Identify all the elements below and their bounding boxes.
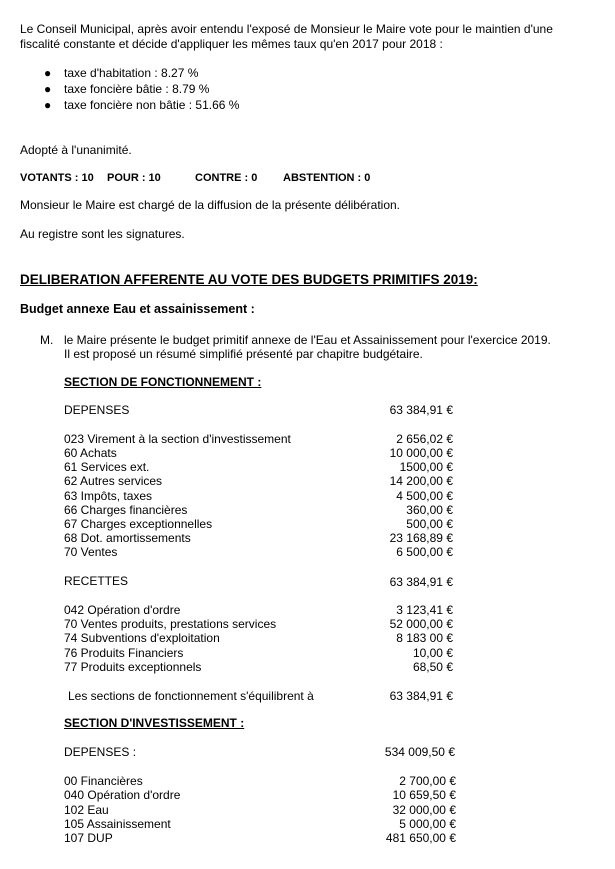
bullet-icon: ● [44, 82, 52, 96]
list-item-value: 4 500,00 € [396, 489, 453, 503]
equilibre-label: Les sections de fonctionnement s'équilibrent à [68, 689, 314, 703]
list-item-label: 68 Dot. amortissements [64, 531, 191, 545]
list-item-value: 500,00 € [406, 517, 453, 531]
list-item-value: 3 123,41 € [396, 603, 453, 617]
investissement-depenses-label: DEPENSES : [64, 745, 137, 759]
investissement-title: SECTION D'INVESTISSEMENT : [64, 716, 245, 730]
bullet-icon: ● [44, 98, 52, 112]
list-item-value: 32 000,00 € [392, 803, 456, 817]
votes-pour: POUR : 10 [107, 172, 161, 184]
list-item-value: 10 659,50 € [392, 788, 456, 802]
fonctionnement-depenses-label: DEPENSES [64, 403, 130, 417]
tax-item: taxe foncière bâtie : 8.79 % [64, 82, 210, 96]
list-item-value: 481 650,00 € [385, 831, 456, 845]
list-item-label: 040 Opération d'ordre [64, 788, 181, 802]
investissement-depenses-total: 534 009,50 € [384, 745, 455, 759]
list-item-value: 360,00 € [406, 503, 453, 517]
list-item-label: 62 Autres services [64, 474, 163, 488]
list-item-label: 60 Achats [64, 446, 117, 460]
fonctionnement-recettes-total: 63 384,91 € [389, 575, 453, 589]
list-item-label: 042 Opération d'ordre [64, 603, 181, 617]
list-item-value: 2 656,02 € [396, 432, 453, 446]
list-item-value: 10 000,00 € [389, 446, 453, 460]
intro-line-2: fiscalité constante et décide d'appliquer les mêmes taux qu'en 2017 pour 2018 : [20, 37, 443, 51]
list-item-label: 102 Eau [64, 803, 109, 817]
list-item-label: 74 Subventions d'exploitation [64, 631, 220, 645]
list-item-label: 66 Charges financières [64, 503, 188, 517]
fonctionnement-depenses-total: 63 384,91 € [389, 403, 453, 417]
presentation-prefix: M. [40, 333, 54, 347]
list-item-label: 76 Produits Financiers [64, 646, 184, 660]
list-item-value: 52 000,00 € [389, 617, 453, 631]
list-item-label: 77 Produits exceptionnels [64, 660, 202, 674]
tax-item: taxe foncière non bâtie : 51.66 % [64, 98, 240, 112]
fonctionnement-title: SECTION DE FONCTIONNEMENT : [64, 375, 262, 389]
list-item-value: 10,00 € [412, 646, 453, 660]
diffusion-text: Monsieur le Maire est chargé de la diffusion de la présente délibération. [20, 198, 401, 212]
budget-title: Budget annexe Eau et assainissement : [20, 302, 255, 316]
equilibre-value: 63 384,91 € [389, 689, 453, 703]
list-item-value: 6 500,00 € [396, 545, 453, 559]
presentation-line-2: Il est proposé un résumé simplifié présenté par chapitre budgétaire. [64, 347, 423, 361]
list-item-value: 14 200,00 € [389, 474, 453, 488]
votes-votants: VOTANTS : 10 [20, 172, 94, 184]
deliberation-title: DELIBERATION AFFERENTE AU VOTE DES BUDGETS PRIMITIFS 2019: [20, 272, 478, 287]
list-item-value: 2 700,00 € [399, 774, 456, 788]
adopted-text: Adopté à l'unanimité. [20, 143, 132, 157]
tax-item: taxe d'habitation : 8.27 % [64, 66, 199, 80]
list-item-label: 61 Services ext. [64, 460, 150, 474]
list-item-value: 68,50 € [412, 660, 453, 674]
registre-text: Au registre sont les signatures. [20, 227, 185, 241]
list-item-label: 63 Impôts, taxes [64, 489, 153, 503]
list-item-value: 23 168,89 € [389, 531, 453, 545]
list-item-value: 5 000,00 € [399, 817, 456, 831]
list-item-label: 70 Ventes [64, 545, 118, 559]
presentation-line-1: le Maire présente le budget primitif annexe de l'Eau et Assainissement pour l'exercice 2019. [64, 333, 551, 347]
list-item-label: 105 Assainissement [64, 817, 171, 831]
list-item-value: 8 183 00 € [396, 631, 453, 645]
list-item-value: 1500,00 € [399, 460, 453, 474]
list-item-label: 107 DUP [64, 831, 113, 845]
bullet-icon: ● [44, 66, 52, 80]
list-item-label: 023 Virement à la section d'investissement [64, 432, 291, 446]
list-item-label: 00 Financières [64, 774, 143, 788]
votes-contre: CONTRE : 0 [195, 172, 258, 184]
list-item-label: 70 Ventes produits, prestations services [64, 617, 277, 631]
list-item-label: 67 Charges exceptionnelles [64, 517, 213, 531]
intro-line-1: Le Conseil Municipal, après avoir entendu l'exposé de Monsieur le Maire vote pour le maintien d'une [20, 22, 553, 36]
votes-abstention: ABSTENTION : 0 [283, 172, 371, 184]
fonctionnement-recettes-label: RECETTES [64, 574, 129, 588]
